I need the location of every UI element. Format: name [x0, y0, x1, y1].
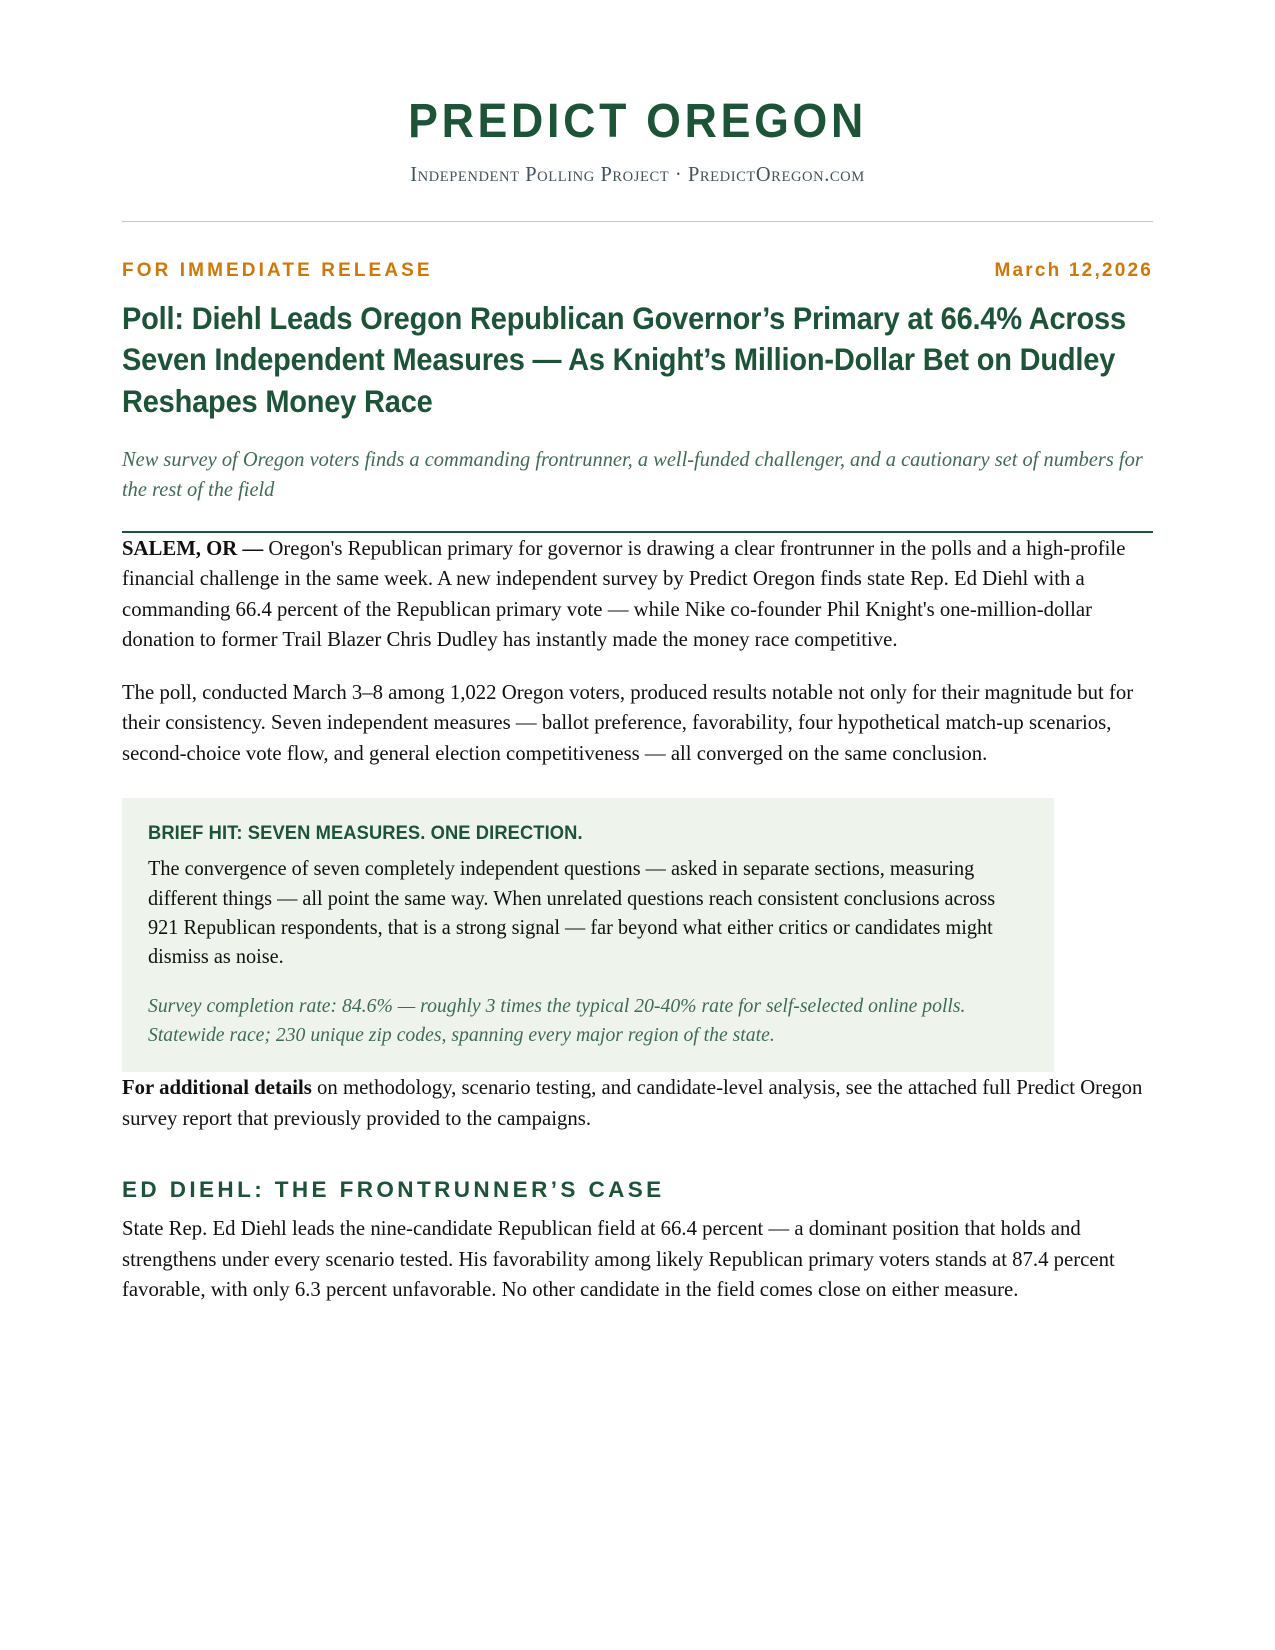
callout-body: The convergence of seven completely independent questions — asked in separate sections, measuring different things — all point the same way. When unrelated questions reach consistent conclusions across 921 Republican respondents, that is a strong signal — far beyond what either critics or candidates might dismiss as noise. — [148, 856, 996, 969]
callout-heading: BRIEF HIT: SEVEN MEASURES. ONE DIRECTION. — [148, 822, 583, 845]
additional-details-lead: For additional details — [122, 1075, 312, 1100]
page-title: Poll: Diehl Leads Oregon Republican Governor’s Primary at 66.4% Across Seven Independent Measures — As Knight’s Million-Dollar Bet on Dudley Reshapes Money Race — [122, 299, 1126, 419]
masthead-title: PREDICT OREGON — [408, 95, 867, 148]
release-label: FOR IMMEDIATE RELEASE — [122, 259, 433, 281]
section-heading-ed-diehl: ED DIEHL: THE FRONTRUNNER’S CASE — [122, 1177, 665, 1203]
masthead — [122, 0, 1153, 187]
lede-paragraph — [122, 533, 1153, 655]
additional-details-text: on methodology, scenario testing, and candidate-level analysis, see the attached full Predict Oregon survey report that previously provided to the campaigns. — [122, 1075, 1143, 1130]
release-date: March 12,2026 — [994, 259, 1153, 281]
deck-subtitle: New survey of Oregon voters finds a commanding frontrunner, a well-funded challenger, and a cautionary set of numbers for the rest of the field — [122, 446, 1143, 502]
brief-hit-callout — [122, 798, 1054, 1072]
callout-note: Survey completion rate: 84.6% — roughly 3 times the typical 20-40% rate for self-selected online polls. Statewide race; 230 unique zip codes, spanning every major region of the state. — [148, 994, 966, 1046]
body-paragraph-2: The poll, conducted March 3–8 among 1,022 Oregon voters, produced results notable not only for their magnitude but for their consistency. Seven independent measures — ballot preference, favorability, four hypothetical match-up scenarios, second-choice vote flow, and general election competitiveness — all converged on the same conclusion. — [122, 679, 1134, 765]
additional-details-paragraph — [122, 1072, 1153, 1133]
dateline: SALEM, OR — — [122, 535, 264, 560]
masthead-divider — [122, 221, 1153, 222]
release-row — [122, 260, 1153, 282]
section-paragraph-ed-diehl: State Rep. Ed Diehl leads the nine-candidate Republican field at 66.4 percent — a dominant position that holds and strengthens under every scenario tested. His favorability among likely Republican primary voters stands at 87.4 percent favorable, with only 6.3 percent unfavorable. No other candidate in the field comes close on either measure. — [122, 1216, 1115, 1302]
masthead-subtitle: Independent Polling Project · PredictOregon.com — [410, 161, 865, 186]
lede-text: Oregon's Republican primary for governor is drawing a clear frontrunner in the polls and a high-profile financial challenge in the same week. A new independent survey by Predict Oregon finds state Rep. Ed Diehl with a commanding 66.4 percent of the Republican primary vote — while Nike co-founder Phil Knight's one-million-dollar donation to former Trail Blazer Chris Dudley has instantly made the money race competitive. — [122, 535, 1126, 652]
